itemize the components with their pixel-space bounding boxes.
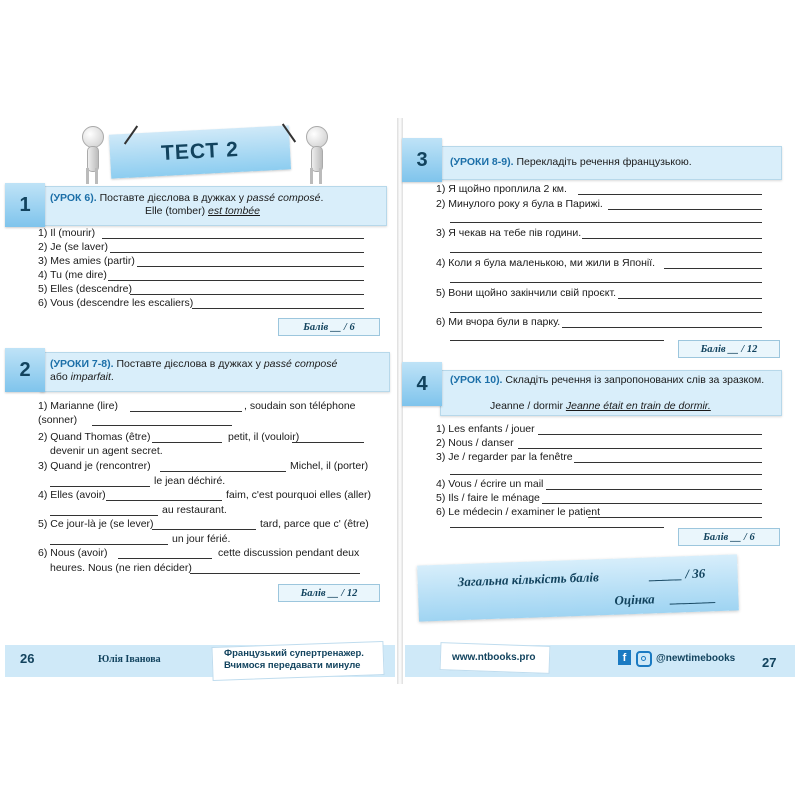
s1-item-1: 1) Il (mourir) (38, 227, 96, 239)
answer-line[interactable] (160, 471, 286, 472)
author-name: Юлія Іванова (98, 654, 161, 665)
answer-line[interactable] (546, 489, 762, 490)
s2-item-4b: faim, c'est pourquoi elles (aller) (226, 489, 371, 501)
answer-line[interactable] (106, 500, 222, 501)
s2-item-5b: tard, parce que c' (être) (260, 518, 369, 530)
section-3-instruction: (УРОКИ 8-9). Перекладіть речення французькою. (450, 156, 692, 168)
answer-line[interactable] (542, 503, 762, 504)
s1-item-6: 6) Vous (descendre les escaliers) (38, 297, 194, 309)
answer-line[interactable] (588, 517, 762, 518)
instagram-icon[interactable] (636, 651, 652, 667)
s1-item-3: 3) Mes amies (partir) (38, 255, 135, 267)
answer-line[interactable] (110, 252, 364, 253)
s2-item-1a: 1) Marianne (lire) (38, 400, 118, 412)
page-title: ТЕСТ 2 (160, 137, 240, 166)
s2-item-5a: 5) Ce jour-là je (se lever) (38, 518, 154, 530)
grade-value: _______ (670, 589, 717, 606)
answer-line[interactable] (50, 515, 158, 516)
answer-line[interactable] (562, 327, 762, 328)
s3-item-4: 4) Коли я була маленькою, ми жили в Японії. (436, 257, 656, 269)
s3-item-3: 3) Я чекав на тебе пів години. (436, 227, 582, 239)
answer-line[interactable] (450, 312, 762, 313)
section-4-number: 4 (402, 362, 442, 406)
total-score-banner (417, 554, 739, 621)
s2-item-3b: Michel, il (porter) (290, 460, 369, 472)
answer-line[interactable] (118, 558, 212, 559)
answer-line[interactable] (152, 529, 256, 530)
answer-line[interactable] (102, 238, 364, 239)
total-value: _____ / 36 (649, 565, 706, 583)
s2-item-4a: 4) Elles (avoir) (38, 489, 106, 501)
answer-line[interactable] (50, 486, 150, 487)
section-1-instruction: (УРОК 6). Поставте дієслова в дужках у passé composé. (50, 192, 324, 204)
s3-item-2: 2) Минулого року я була в Парижі. (436, 198, 603, 210)
answer-line[interactable] (192, 308, 364, 309)
answer-line[interactable] (190, 573, 360, 574)
book-title-line2: Вчимося передавати минуле (224, 660, 361, 671)
section-4-example: Jeanne / dormir Jeanne était en train de dormir. (490, 400, 711, 412)
section-1-number: 1 (5, 183, 45, 227)
s2-item-3c: le jean déchiré. (154, 475, 226, 487)
s2-item-6b: cette discussion pendant deux (218, 547, 360, 559)
girl-figure-icon (78, 126, 106, 184)
answer-line[interactable] (538, 434, 762, 435)
title-banner (109, 125, 291, 178)
section-2-score: Балів __ / 12 (278, 584, 380, 602)
answer-line[interactable] (450, 252, 762, 253)
total-label: Загальна кількість балів (457, 569, 600, 590)
s3-item-1: 1) Я щойно проплила 2 км. (436, 183, 567, 195)
answer-line[interactable] (108, 280, 364, 281)
page-number-left: 26 (20, 651, 35, 666)
answer-line[interactable] (574, 462, 762, 463)
answer-line[interactable] (137, 266, 364, 267)
s2-item-1c: (sonner) (38, 414, 78, 426)
s2-item-2b: petit, il (vouloir) (228, 431, 300, 443)
s2-item-2c: devenir un agent secret. (50, 445, 163, 457)
section-3-score: Балів __ / 12 (678, 340, 780, 358)
section-2-number: 2 (5, 348, 45, 392)
answer-line[interactable] (518, 448, 762, 449)
s4-item-5: 5) Ils / faire le ménage (436, 492, 540, 504)
section-1-score: Балів __ / 6 (278, 318, 380, 336)
book-title-line1: Французький супертренажер. (224, 648, 364, 659)
answer-line[interactable] (50, 544, 168, 545)
answer-line[interactable] (450, 222, 762, 223)
s4-item-2: 2) Nous / danser (436, 437, 514, 449)
s2-item-4c: au restaurant. (162, 504, 227, 516)
section-3-number: 3 (402, 138, 442, 182)
s1-item-4: 4) Tu (me dire) (38, 269, 107, 281)
s3-item-5: 5) Вони щойно закінчили свій проєкт. (436, 287, 617, 299)
section-2-instruction: (УРОКИ 7-8). Поставте дієслова в дужках у passé composé або imparfait. (50, 358, 338, 383)
s2-item-2a: 2) Quand Thomas (être) (38, 431, 151, 443)
s2-item-3a: 3) Quand je (rencontrer) (38, 460, 151, 472)
section-4-score: Балів __ / 6 (678, 528, 780, 546)
answer-line[interactable] (578, 194, 762, 195)
answer-line[interactable] (152, 442, 222, 443)
boy-figure-icon (302, 126, 330, 184)
s3-item-6: 6) Ми вчора були в парку. (436, 316, 561, 328)
s1-item-2: 2) Je (se laver) (38, 241, 109, 253)
s2-item-1b: , soudain son téléphone (244, 400, 356, 412)
s4-item-3: 3) Je / regarder par la fenêtre (436, 451, 573, 463)
answer-line[interactable] (450, 474, 762, 475)
grade-label: Оцінка (614, 591, 655, 608)
s4-item-4: 4) Vous / écrire un mail (436, 478, 544, 490)
answer-line[interactable] (450, 282, 762, 283)
social-handle[interactable]: @newtimebooks (656, 653, 736, 664)
answer-line[interactable] (450, 340, 664, 341)
website-link[interactable]: www.ntbooks.pro (452, 652, 536, 663)
section-1-example: Elle (tomber) est tombée (145, 205, 260, 217)
answer-line[interactable] (664, 268, 762, 269)
page-number-right: 27 (762, 655, 777, 670)
s4-item-6: 6) Le médecin / examiner le patient (436, 506, 601, 518)
answer-line[interactable] (292, 442, 364, 443)
s2-item-6a: 6) Nous (avoir) (38, 547, 108, 559)
answer-line[interactable] (130, 411, 242, 412)
answer-line[interactable] (450, 527, 664, 528)
s4-item-1: 1) Les enfants / jouer (436, 423, 535, 435)
answer-line[interactable] (608, 209, 762, 210)
answer-line[interactable] (618, 298, 762, 299)
facebook-icon[interactable]: f (618, 650, 631, 665)
s1-item-5: 5) Elles (descendre) (38, 283, 132, 295)
s2-item-5c: un jour férié. (172, 533, 231, 545)
s2-item-6c: heures. Nous (ne rien décider) (50, 562, 192, 574)
section-4-instruction: (УРОК 10). Складіть речення із запропонованих слів за зразком. (450, 374, 765, 386)
answer-line[interactable] (130, 294, 364, 295)
answer-line[interactable] (582, 238, 762, 239)
answer-line[interactable] (92, 425, 232, 426)
